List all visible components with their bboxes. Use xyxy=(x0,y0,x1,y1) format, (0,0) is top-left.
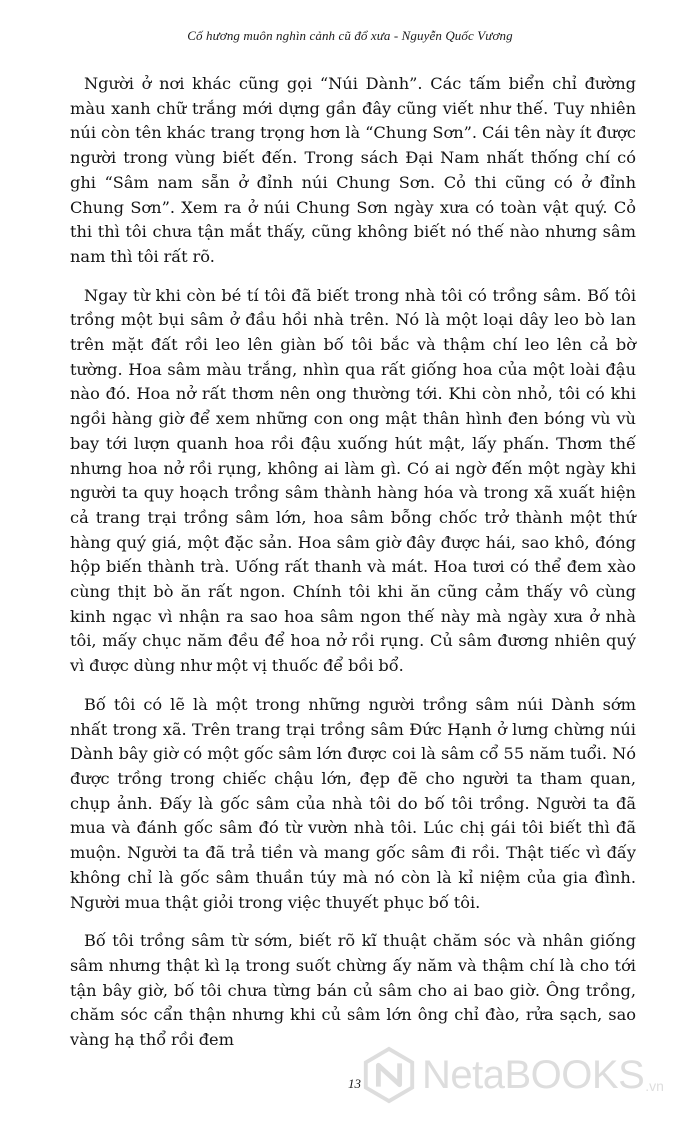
watermark-brand: NetaBOOKS xyxy=(422,1052,645,1097)
page-number: 13 xyxy=(348,1076,361,1091)
paragraph-1: Người ở nơi khác cũng gọi “Núi Dành”. Các tấm biển chỉ đường màu xanh chữ trắng mới dựng gần đây cũng viết như thế. Tuy nhiên núi còn tên khác trang trọng hơn là “Chung Sơn”. Cái tên này ít được người trong vùng biết đến. Trong sách Đại Nam nhất thống chí có ghi “Sâm nam sẵn ở đỉnh núi Chung Sơn. Cỏ thi cũng có ở đỉnh Chung Sơn”. Xem ra ở núi Chung Sơn ngày xưa có toàn vật quý. Cỏ thi thì tôi chưa tận mắt thấy, cũng không biết nó thế nào nhưng sâm nam thì tôi rất rõ. xyxy=(70,74,636,266)
watermark-suffix: .vn xyxy=(645,1078,664,1094)
watermark xyxy=(360,1040,690,1110)
paragraph-2: Ngay từ khi còn bé tí tôi đã biết trong nhà tôi có trồng sâm. Bố tôi trồng một bụi sâm ở đầu hồi nhà trên. Nó là một loại dây leo bò lan trên mặt đất rồi leo lên giàn bố tôi bắc và thậm chí leo lên cả bờ tường. Hoa sâm màu trắng, nhìn qua rất giống hoa của một loài đậu nào đó. Hoa nở rất thơm nên ong thường tới. Khi còn nhỏ, tôi có khi ngồi hàng giờ để xem những con ong mật thân hình đen bóng vù vù bay tới lượn quanh hoa rồi đậu xuống hút mật, lấy phấn. Thơm thế nhưng hoa nở rồi rụng, không ai làm gì. Có ai ngờ đến một ngày khi người ta quy hoạch trồng sâm thành hàng hóa và trong xã xuất hiện cả trang trại trồng sâm lớn, hoa sâm bỗng chốc trở thành một thứ hàng quý giá, một đặc sản. Hoa sâm giờ đây được hái, sao khô, đóng hộp biến thành trà. Uống rất thanh và mát. Hoa tươi có thể đem xào cùng thịt bò ăn rất ngon. Chính tôi khi ăn cũng cảm thấy vô cùng kinh ngạc vì nhận ra sao hoa sâm ngon thế này mà ngày xưa ở nhà tôi, mấy chục năm đều để hoa nở rồi rụng. Củ sâm đương nhiên quý vì được dùng như một vị thuốc để bồi bổ. xyxy=(70,285,636,676)
running-header: Cố hương muôn nghìn cảnh cũ đổ xưa - Nguyễn Quốc Vương xyxy=(187,28,513,43)
paragraph-4: Bố tôi trồng sâm từ sớm, biết rõ kĩ thuật chăm sóc và nhân giống sâm nhưng thật kì lạ trong suốt chừng ấy năm và thậm chí là cho tới tận bây giờ, bố tôi chưa từng bán củ sâm cho ai bao giờ. Ông trồng, chăm sóc cẩn thận nhưng khi củ sâm lớn ông chỉ đào, rửa sạch, sao vàng hạ thổ rồi đem xyxy=(70,931,636,1050)
paragraph-3: Bố tôi có lẽ là một trong những người trồng sâm núi Dành sớm nhất trong xã. Trên trang trại trồng sâm Đức Hạnh ở lưng chừng núi Dành bây giờ có một gốc sâm lớn được coi là sâm cổ 55 năm tuổi. Nó được trồng trong chiếc chậu lớn, đẹp đẽ cho người ta tham quan, chụp ảnh. Đấy là gốc sâm của nhà tôi do bố tôi trồng. Người ta đã mua và đánh gốc sâm đó từ vườn nhà tôi. Lúc chị gái tôi biết thì đã muộn. Người ta đã trả tiền và mang gốc sâm đi rồi. Thật tiếc vì đấy không chỉ là gốc sâm thuần túy mà nó còn là kỉ niệm của gia đình. Người mua thật giỏi trong việc thuyết phục bố tôi. xyxy=(70,694,636,912)
body-text xyxy=(70,72,636,1067)
netabooks-logo-icon xyxy=(360,1046,418,1104)
